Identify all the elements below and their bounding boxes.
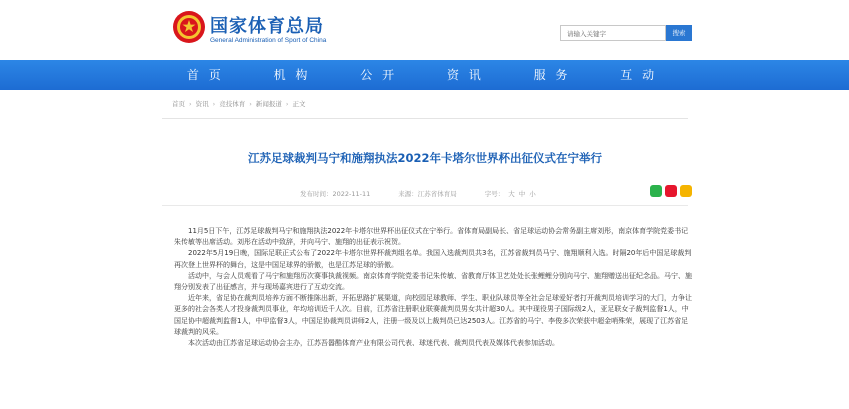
nav-item-interaction[interactable]: 互 动 bbox=[620, 68, 658, 82]
qzone-share-icon[interactable] bbox=[680, 185, 692, 197]
article-paragraph: 活动中，与会人员观看了马宁和施翔历次赛事执裁视频。南京体育学院党委书记朱传敏、省教育厅体卫艺处处长张鲤鲤分别向马宁、施翔赠送出征纪念品。马宁、施翔分别发表了出征感言，并与现场嘉宾进行了互动交流。 bbox=[174, 271, 692, 292]
article-body bbox=[174, 226, 694, 349]
breadcrumb-reports[interactable]: 新闻报道 bbox=[255, 100, 282, 108]
site-title[interactable]: 国家体育总局 bbox=[210, 16, 324, 37]
search-button[interactable]: 搜索 bbox=[666, 25, 692, 41]
search-input[interactable]: 请输入关键字 bbox=[560, 25, 666, 41]
font-size-large[interactable]: 大 bbox=[508, 190, 515, 198]
article-title: 江苏足球裁判马宁和施翔执法2022年卡塔尔世界杯出征仪式在宁举行 bbox=[247, 151, 602, 165]
main-nav bbox=[0, 60, 849, 90]
breadcrumb-separator: › bbox=[189, 99, 192, 108]
breadcrumb-current: 正文 bbox=[292, 100, 306, 108]
font-size-small[interactable]: 小 bbox=[529, 190, 536, 198]
weibo-share-icon[interactable] bbox=[665, 185, 677, 197]
nav-item-institutions[interactable]: 机 构 bbox=[273, 68, 311, 82]
breadcrumb-separator: › bbox=[285, 99, 289, 108]
article-paragraph: 近年来，省足协在裁判员培养方面不断推陈出新，开拓思路扩展渠道，向校园足球教师、学生、职业队球员等全社会足球爱好者打开裁判员培训学习的大门，力争让更多的社会各类人才投身裁判员事业，年均培训近千人次。目前，江苏省注册职业联赛裁判员男女共计超30人。其中现役男子国际级2人，亚足联女子裁判监督1人，中国足协中超裁判监督1人，中甲监督3人，中国足协裁判员讲师2人，注册一级及以上裁判员已达2503人。江苏省的马宁、李俊多次荣获中超金哨殊荣，展现了江苏省足球裁判的风采。 bbox=[174, 294, 692, 336]
nav-item-home[interactable]: 首 页 bbox=[186, 68, 224, 82]
wechat-share-icon[interactable] bbox=[650, 185, 662, 197]
share-bar bbox=[650, 185, 692, 197]
site-subtitle: General Administration of Sport of China bbox=[210, 37, 327, 44]
article-paragraph: 2022年5月19日晚，国际足联正式公布了2022年卡塔尔世界杯裁判组名单。我国入选裁判员共3名，江苏省裁判员马宁、施翔顺利入选。时隔20年后中国足球裁判再次登上世界杯的舞台，这是中国足球界的骄傲，也是江苏足球的骄傲。 bbox=[174, 249, 692, 269]
article-source: 来源：江苏省体育局 bbox=[398, 190, 457, 198]
breadcrumb bbox=[172, 99, 305, 108]
site-header bbox=[0, 0, 849, 60]
nav-item-news[interactable]: 资 讯 bbox=[446, 68, 484, 82]
publish-date: 发布时间：2022-11-11 bbox=[300, 190, 371, 198]
divider bbox=[162, 118, 688, 119]
breadcrumb-separator: › bbox=[249, 99, 252, 108]
nav-item-public[interactable]: 公 开 bbox=[360, 68, 398, 82]
breadcrumb-home[interactable]: 首页 bbox=[172, 100, 185, 108]
breadcrumb-news[interactable]: 资讯 bbox=[195, 100, 209, 108]
article-meta bbox=[300, 189, 536, 198]
article-paragraph: 本次活动由江苏省足球运动协会主办，江苏吾嚣酷体育产业有限公司代表、球迷代表、裁判员代表及媒体代表参加活动。 bbox=[188, 339, 559, 348]
national-emblem-icon[interactable] bbox=[172, 10, 206, 44]
nav-item-services[interactable]: 服 务 bbox=[533, 68, 571, 82]
breadcrumb-separator: › bbox=[212, 99, 216, 108]
font-size-medium[interactable]: 中 bbox=[518, 190, 526, 198]
font-size-switcher bbox=[485, 189, 536, 198]
breadcrumb-competitive-sports[interactable]: 竞技体育 bbox=[219, 100, 246, 108]
divider bbox=[162, 205, 688, 206]
article-paragraph: 11月5日下午，江苏足球裁判马宁和施翔执法2022年卡塔尔世界杯出征仪式在宁举行。省体育局副局长、省足球运动协会常务副主席刘彤，南京体育学院党委书记朱传敏等出席活动。刘彤在活动中致辞，并向马宁、施翔的出征表示祝贺。 bbox=[174, 227, 689, 247]
font-size-label: 字号： bbox=[484, 190, 505, 198]
